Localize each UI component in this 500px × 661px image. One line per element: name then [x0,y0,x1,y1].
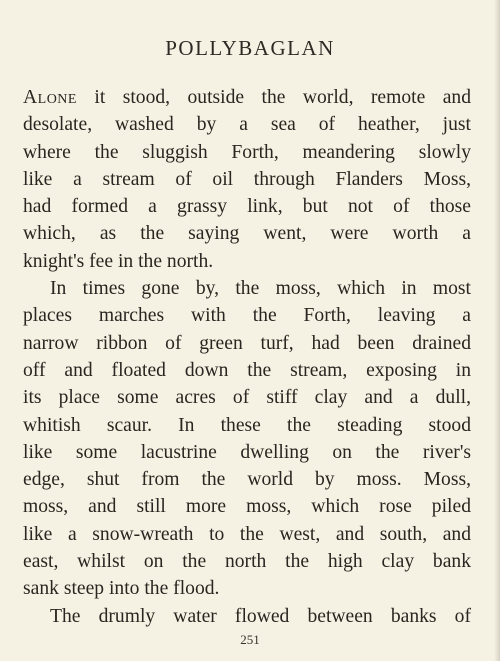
page-number: 251 [240,632,260,647]
text-line: east, whilst on the north the high clay bank [23,551,471,573]
text-line [23,84,471,111]
text-line: whitish scaur. In these the steading stood [23,414,471,436]
body-text [23,84,471,630]
text-line: desolate, washed by a sea of heather, just [23,114,471,136]
text-line: edge, shut from the world by moss. Moss, [23,469,471,491]
text-line: which, as the saying went, were worth a [23,223,471,245]
paragraph-2 [23,275,471,603]
text-line: In times gone by, the moss, which in most [50,278,471,300]
text-line: knight's fee in the north. [23,250,214,272]
text-line: like a snow-wreath to the west, and south, and [23,523,471,545]
page-title: POLLYBAGLAN [165,36,335,60]
paragraph-3 [23,603,471,630]
text-line: its place some acres of stiff clay and a dull, [23,387,471,409]
text-line: like a stream of oil through Flanders Moss, [23,168,471,190]
text-line: like some lacustrine dwelling on the river's [23,441,471,463]
lead-word: Alone [23,87,77,108]
text-line: narrow ribbon of green turf, had been drained [23,332,471,354]
text-line-rest: it stood, outside the world, remote and [76,87,471,108]
text-line: The drumly water flowed between banks of [50,605,471,627]
text-line: where the sluggish Forth, meandering slowly [23,141,471,163]
text-line: places marches with the Forth, leaving a [23,305,471,327]
text-line: moss, and still more moss, which rose piled [23,496,471,518]
page-edge-shadow [494,0,500,661]
text-line: had formed a grassy link, but not of those [23,196,471,218]
text-line: sank steep into the flood. [23,578,220,600]
text-line: off and floated down the stream, exposing in [23,359,471,381]
paragraph-1 [23,84,471,275]
